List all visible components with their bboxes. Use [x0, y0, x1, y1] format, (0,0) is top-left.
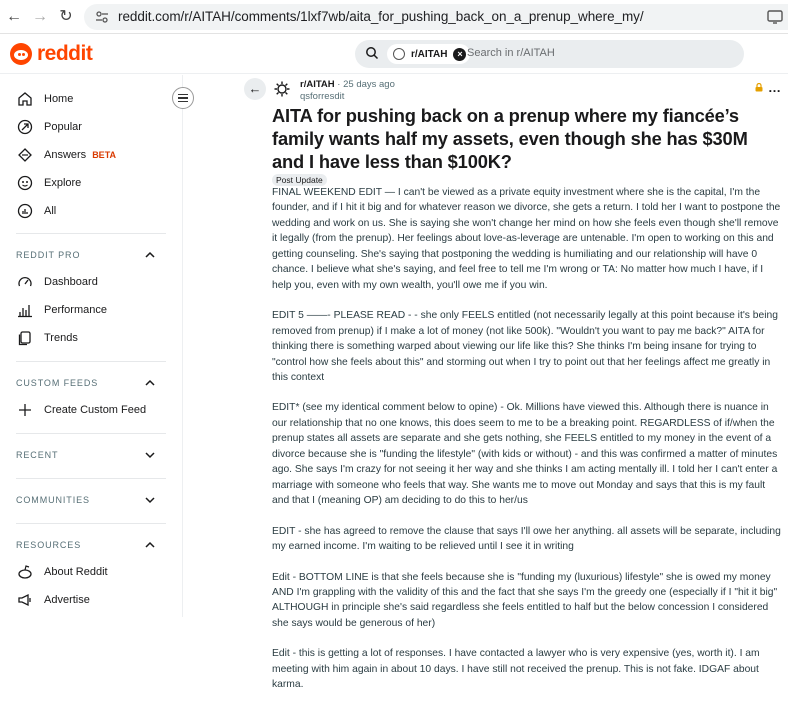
advertise-icon — [16, 591, 34, 609]
collapse-sidebar-button[interactable] — [172, 87, 194, 109]
reddit-snoo-icon — [10, 43, 32, 65]
post-paragraph: Edit - BOTTOM LINE is that she feels because she is "funding my (luxurious) lifestyle" she is owed my money AND I'm grappling with the validity of this and the fact that she says I'm the greedy one (especially if I "hit it big" ALTHOUGH in principle she's said regardless she feels entitled to half but the below concession I considered she says would be generous of her) — [272, 571, 778, 629]
url-text[interactable]: reddit.com/r/AITAH/comments/1lxf7wb/aita_for_pushing_back_on_a_prenup_where_my/ — [118, 9, 644, 24]
search-icon — [365, 46, 379, 60]
sidebar-item-about-reddit[interactable] — [16, 560, 108, 584]
lock-icon — [755, 83, 763, 95]
answers-icon — [16, 146, 34, 164]
subreddit-icon — [393, 48, 405, 60]
post-body — [272, 185, 782, 708]
post-paragraph: FINAL WEEKEND EDIT — I can't be viewed as a private equity investment where she is the capital, I'm the founder, and if I hit it big and for whatever reason we divorce, she gets a return. I told her I want to postpone the wedding and work on us. She is saying she won't change her mind on how she feels even though she'll remove it legally (from the prenup). Her feelings about love-as-leverage are untenable. I'm open to working on this and getting counseling. She's saying that postponing the wedding is humiliating and our relationship will have 0 chance. I believe what she's saying, and feel free to tell me I'm wrong or TA: No matter how much I have, if I help you, even with my own wealth, you'll owe me if you win. — [272, 187, 781, 291]
section-heading: RESOURCES — [16, 540, 82, 550]
chevron-up-icon — [144, 539, 156, 551]
trends-icon — [16, 329, 34, 347]
sidebar-item-explore[interactable] — [16, 171, 81, 195]
section-recent[interactable] — [16, 446, 156, 464]
sidebar-divider — [16, 361, 166, 362]
logo-text: reddit — [37, 42, 93, 65]
search-scope-chip[interactable] — [387, 44, 470, 64]
forward-arrow-icon[interactable]: → — [32, 8, 48, 25]
post-author[interactable]: qsforresdit — [300, 91, 345, 102]
section-heading: RECENT — [16, 450, 59, 460]
address-bar[interactable] — [84, 4, 788, 30]
sidebar-item-label: Performance — [44, 304, 107, 316]
search-scope-label: r/AITAH — [411, 48, 448, 60]
all-icon — [16, 202, 34, 220]
section-resources[interactable] — [16, 536, 156, 554]
section-heading: REDDIT PRO — [16, 250, 81, 260]
back-button[interactable]: ← — [244, 78, 266, 100]
reload-icon[interactable]: ↻ — [59, 8, 73, 25]
sidebar-item-label: Trends — [44, 332, 78, 344]
performance-icon — [16, 301, 34, 319]
chevron-down-icon — [144, 494, 156, 506]
sidebar-item-answers[interactable] — [16, 143, 116, 167]
subreddit-avatar-icon[interactable] — [273, 80, 291, 98]
search-bar[interactable] — [355, 40, 744, 68]
post-paragraph: EDIT 5 ——- PLEASE READ - - she only FEELS entitled (not necessarily legally at this point because it's being removed from prenup) if I make a lot of money (not like 500k). "Wouldn't you want to pay me back?" AITA for thinking there is something warped about viewing our life like this? She thinks I'm being insane for trying to "control how she feels about this" and storming out when I try to point out that her feelings affect me greatly in this context — [272, 310, 778, 383]
post-title: AITA for pushing back on a prenup where my fiancée’s family wants half my assets, even though she has $30M and I have less than $100K? — [272, 105, 748, 172]
sidebar-item-label: Dashboard — [44, 276, 98, 288]
sidebar-item-label: Explore — [44, 177, 82, 189]
cast-icon[interactable] — [766, 9, 784, 25]
clear-scope-icon[interactable]: × — [453, 48, 466, 61]
subreddit-link[interactable]: r/AITAH — [300, 79, 335, 90]
dashboard-icon — [16, 273, 34, 291]
post-meta: r/AITAH · 25 days ago qsforresdit — [300, 79, 395, 102]
popular-icon — [16, 118, 34, 136]
post-age: 25 days ago — [343, 79, 395, 90]
section-heading: COMMUNITIES — [16, 495, 90, 505]
sidebar-item-advertise[interactable] — [16, 588, 90, 612]
section-heading: CUSTOM FEEDS — [16, 378, 99, 388]
sidebar-item-label: Advertise — [44, 594, 90, 606]
sidebar-item-home[interactable] — [16, 87, 73, 111]
explore-icon — [16, 174, 34, 192]
sidebar-item-label: All — [44, 205, 57, 217]
sidebar-divider — [16, 233, 166, 234]
chevron-up-icon — [144, 377, 156, 389]
sidebar-item-label: Home — [44, 93, 74, 105]
sidebar-item-dashboard[interactable] — [16, 270, 98, 294]
chevron-down-icon — [144, 449, 156, 461]
sidebar-divider — [16, 523, 166, 524]
post-paragraph: EDIT* (see my identical comment below to opine) - Ok. Millions have viewed this. Although there is nuance in our relationship that no one knows, this does seem to me to be a breaking point. REGARDLESS of if/when the prenup states all assets are separate and she gets nothing, she FEELS entitled to my money in the event of a divorce because she is "funding the lifestyle" (with kids or without) - and this was confirmed a matter of minutes ago. She says I'm crazy for not seeing it her way and she thinks I am acting mentally ill. I told her I can't enter a marriage with someone who feels that way. She wants me to move out Monday and says that this is my fault and that I (meaning OP) am deciding to do this to her/us — [272, 402, 778, 507]
post-paragraph: Edit - this is getting a lot of responses. I have contacted a lawyer who is very expensive (yes, worth it). I am meeting with him again in about 10 days. I have still not received the prenup. This is not fake. IDGAF about karma. — [272, 648, 760, 691]
about-reddit-icon — [16, 563, 34, 581]
sidebar-item-all[interactable] — [16, 199, 56, 223]
reddit-logo[interactable] — [10, 42, 92, 66]
sidebar-item-label: Popular — [44, 121, 82, 133]
section-reddit-pro[interactable] — [16, 246, 156, 264]
reddit-header — [0, 34, 788, 74]
sidebar-item-label: Answers — [44, 149, 87, 161]
sidebar-divider — [16, 433, 166, 434]
sidebar-item-label: Create Custom Feed — [44, 404, 147, 416]
chevron-up-icon — [144, 249, 156, 261]
search-input[interactable]: Search in r/AITAH — [467, 47, 555, 59]
sidebar-item-performance[interactable] — [16, 298, 107, 322]
sidebar-item-label: About Reddit — [44, 566, 108, 578]
more-options-icon[interactable]: … — [768, 80, 782, 95]
left-sidebar — [0, 75, 183, 617]
section-custom-feeds[interactable] — [16, 374, 156, 392]
section-communities[interactable] — [16, 491, 156, 509]
site-settings-icon[interactable] — [94, 9, 110, 25]
sidebar-item-popular[interactable] — [16, 115, 82, 139]
back-arrow-icon[interactable]: ← — [6, 8, 22, 25]
post-flair[interactable]: Post Update — [272, 174, 327, 186]
browser-toolbar — [0, 0, 788, 34]
sidebar-item-create-custom-feed[interactable] — [16, 398, 146, 422]
plus-icon — [16, 401, 34, 419]
sidebar-divider — [16, 478, 166, 479]
home-icon — [16, 90, 34, 108]
post-paragraph: EDIT - she has agreed to remove the clause that says I'll owe her anything. all assets will be separate, including my earned income. I'm waiting to be relieved until I see it in writing — [272, 525, 781, 553]
beta-badge: BETA — [92, 150, 117, 160]
sidebar-item-trends[interactable] — [16, 326, 78, 350]
